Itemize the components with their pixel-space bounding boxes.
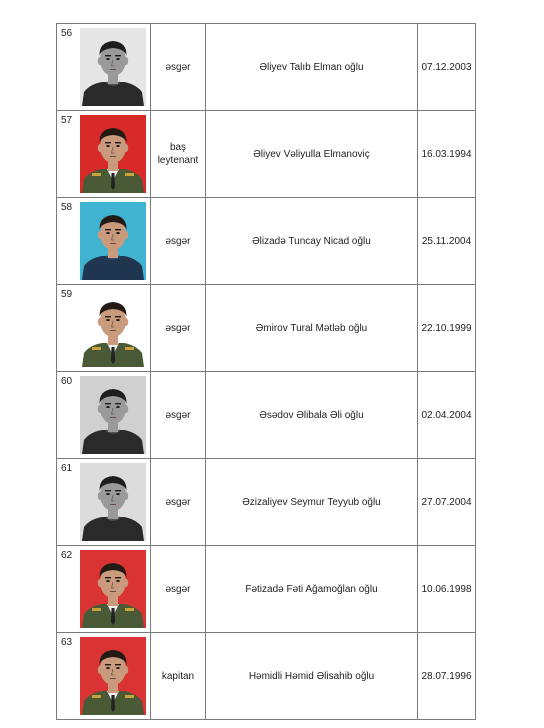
birth-date-cell: 25.11.2004 xyxy=(418,198,476,285)
full-name-cell: Əlizadə Tuncay Nicad oğlu xyxy=(206,198,418,285)
row-number: 57 xyxy=(57,111,78,198)
rank-cell: kapitan xyxy=(151,633,206,720)
row-number: 61 xyxy=(57,459,78,546)
rank-cell: əsgər xyxy=(151,285,206,372)
rank-cell: əsgər xyxy=(151,24,206,111)
birth-date-cell: 22.10.1999 xyxy=(418,285,476,372)
full-name-cell: Əzizaliyev Seymur Teyyub oğlu xyxy=(206,459,418,546)
row-number: 60 xyxy=(57,372,78,459)
rank-cell: əsgər xyxy=(151,546,206,633)
table-row xyxy=(57,459,476,546)
portrait-photo xyxy=(80,637,146,715)
full-name-cell: Əmirov Tural Mətləb oğlu xyxy=(206,285,418,372)
row-number: 62 xyxy=(57,546,78,633)
row-number: 58 xyxy=(57,198,78,285)
birth-date-cell: 28.07.1996 xyxy=(418,633,476,720)
table-row xyxy=(57,546,476,633)
birth-date-cell: 10.06.1998 xyxy=(418,546,476,633)
birth-date-cell: 16.03.1994 xyxy=(418,111,476,198)
full-name-cell: Fətizadə Fəti Ağamoğlan oğlu xyxy=(206,546,418,633)
row-number: 56 xyxy=(57,24,78,111)
rank-cell: əsgər xyxy=(151,198,206,285)
full-name-cell: Əliyev Talıb Elman oğlu xyxy=(206,24,418,111)
photo-cell xyxy=(78,285,151,372)
portrait-photo xyxy=(80,376,146,454)
portrait-photo xyxy=(80,202,146,280)
table-row xyxy=(57,285,476,372)
rank-cell: əsgər xyxy=(151,459,206,546)
birth-date-cell: 02.04.2004 xyxy=(418,372,476,459)
full-name-cell: Həmidli Həmid Əlisahib oğlu xyxy=(206,633,418,720)
portrait-photo xyxy=(80,115,146,193)
row-number: 63 xyxy=(57,633,78,720)
photo-cell xyxy=(78,546,151,633)
birth-date-cell: 27.07.2004 xyxy=(418,459,476,546)
full-name-cell: Əsədov Əlibala Əli oğlu xyxy=(206,372,418,459)
full-name-cell: Əliyev Vəliyulla Elmanoviç xyxy=(206,111,418,198)
table-row xyxy=(57,372,476,459)
personnel-table xyxy=(56,23,476,720)
rank-cell: əsgər xyxy=(151,372,206,459)
portrait-photo xyxy=(80,463,146,541)
photo-cell xyxy=(78,372,151,459)
table-row xyxy=(57,198,476,285)
table-row xyxy=(57,111,476,198)
table-row xyxy=(57,24,476,111)
rank-cell: baş leytenant xyxy=(151,111,206,198)
photo-cell xyxy=(78,633,151,720)
table-body xyxy=(57,24,476,720)
row-number: 59 xyxy=(57,285,78,372)
photo-cell xyxy=(78,111,151,198)
portrait-photo xyxy=(80,550,146,628)
portrait-photo xyxy=(80,28,146,106)
photo-cell xyxy=(78,24,151,111)
portrait-photo xyxy=(80,289,146,367)
photo-cell xyxy=(78,198,151,285)
table-row xyxy=(57,633,476,720)
birth-date-cell: 07.12.2003 xyxy=(418,24,476,111)
photo-cell xyxy=(78,459,151,546)
